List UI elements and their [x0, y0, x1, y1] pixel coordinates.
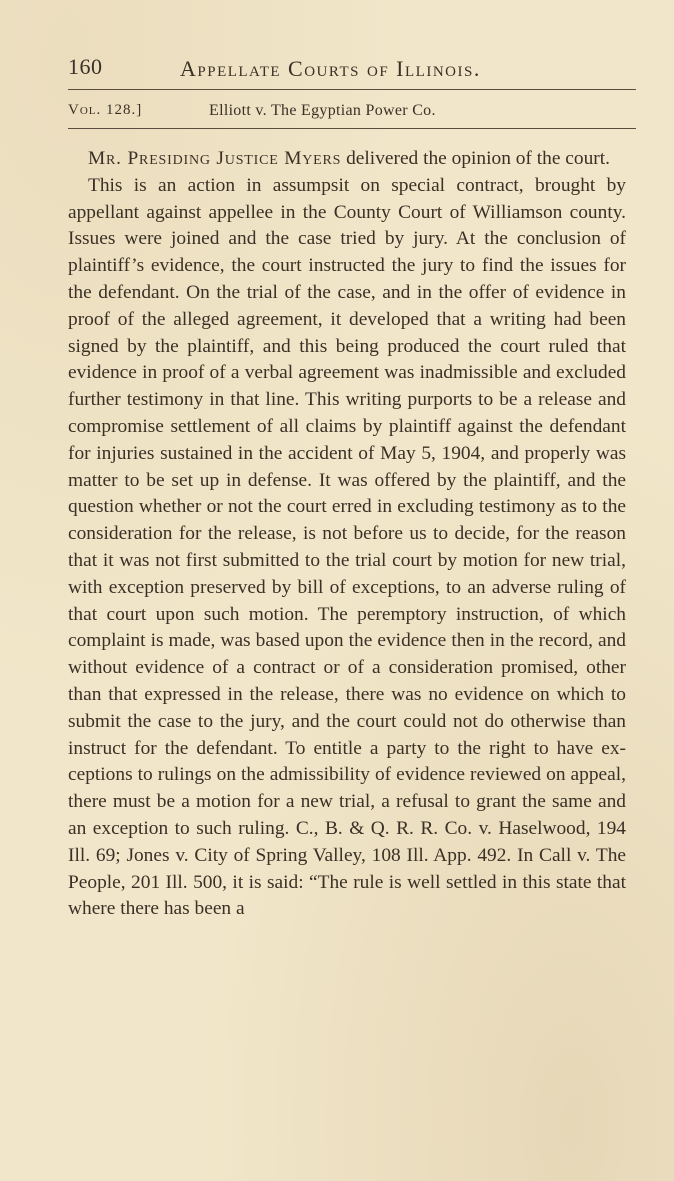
running-head	[68, 54, 628, 90]
opinion-intro-rest: delivered the opinion of the court.	[341, 148, 610, 169]
header-rule-bottom	[68, 128, 636, 129]
opinion-paragraph: This is an action in assumpsit on special contract, brought by appellant against appellee in the County Court of Williamson county. Issues were joined and the case tried by jury. At the conclusion of plaintiff’s evidence, the court instructed the jury to find the issues for the defendant. On the trial of the case, and in the offer of evidence in proof of the alleged agreement, it developed that a writing had been signed by the plaintiff, and this being produced the court ruled that evidence in proof of a verbal agreement was inadmissible and excluded further testimony in that line. This writing purports to be a release and compromise settlement of all claims by plaintiff against the defendant for injuries sustained in the accident of May 5, 1904, and properly was matter to be set up in defense. It was offered by the plaintiff, and the question whether or not the court erred in excluding testimony as to the consideration for the release, is not before us to decide, for the reason that it was not first submitted to the trial court by motion for new trial, with exception preserved by bill of exceptions, to an adverse ruling of that court upon such motion. The peremptory instruction, of which complaint is made, was based upon the evidence then in the record, and without evidence of a contract or of a consideration promised, other than that expressed in the release, there was no evidence on which to submit the case to the jury, and the court could not do otherwise than instruct for the defendant. To entitle a party to the right to have exceptions to rulings on the admissibility of evidence reviewed on appeal, there must be a motion for a new trial, a refusal to grant the same and an exception to such ruling. C., B. & Q. R. R. Co. v. Haselwood, 194 Ill. 69; Jones v. City of Spring Valley, 108 Ill. App. 492. In Call v. The People, 201 Ill. 500, it is said: “The rule is well settled in this state that where there has been a	[68, 174, 626, 920]
case-caption: Elliott v. The Egyptian Power Co.	[209, 102, 436, 119]
journal-title: Appellate Courts of Illinois.	[180, 56, 481, 81]
justice-name: Mr. Presiding Justice Myers	[88, 148, 342, 169]
page-number: 160	[68, 54, 103, 79]
volume-label: Vol. 128.]	[68, 102, 143, 118]
header-rule-top	[68, 89, 636, 90]
opinion-intro	[68, 146, 626, 173]
opinion-body	[68, 146, 626, 923]
case-subheading	[68, 100, 628, 124]
